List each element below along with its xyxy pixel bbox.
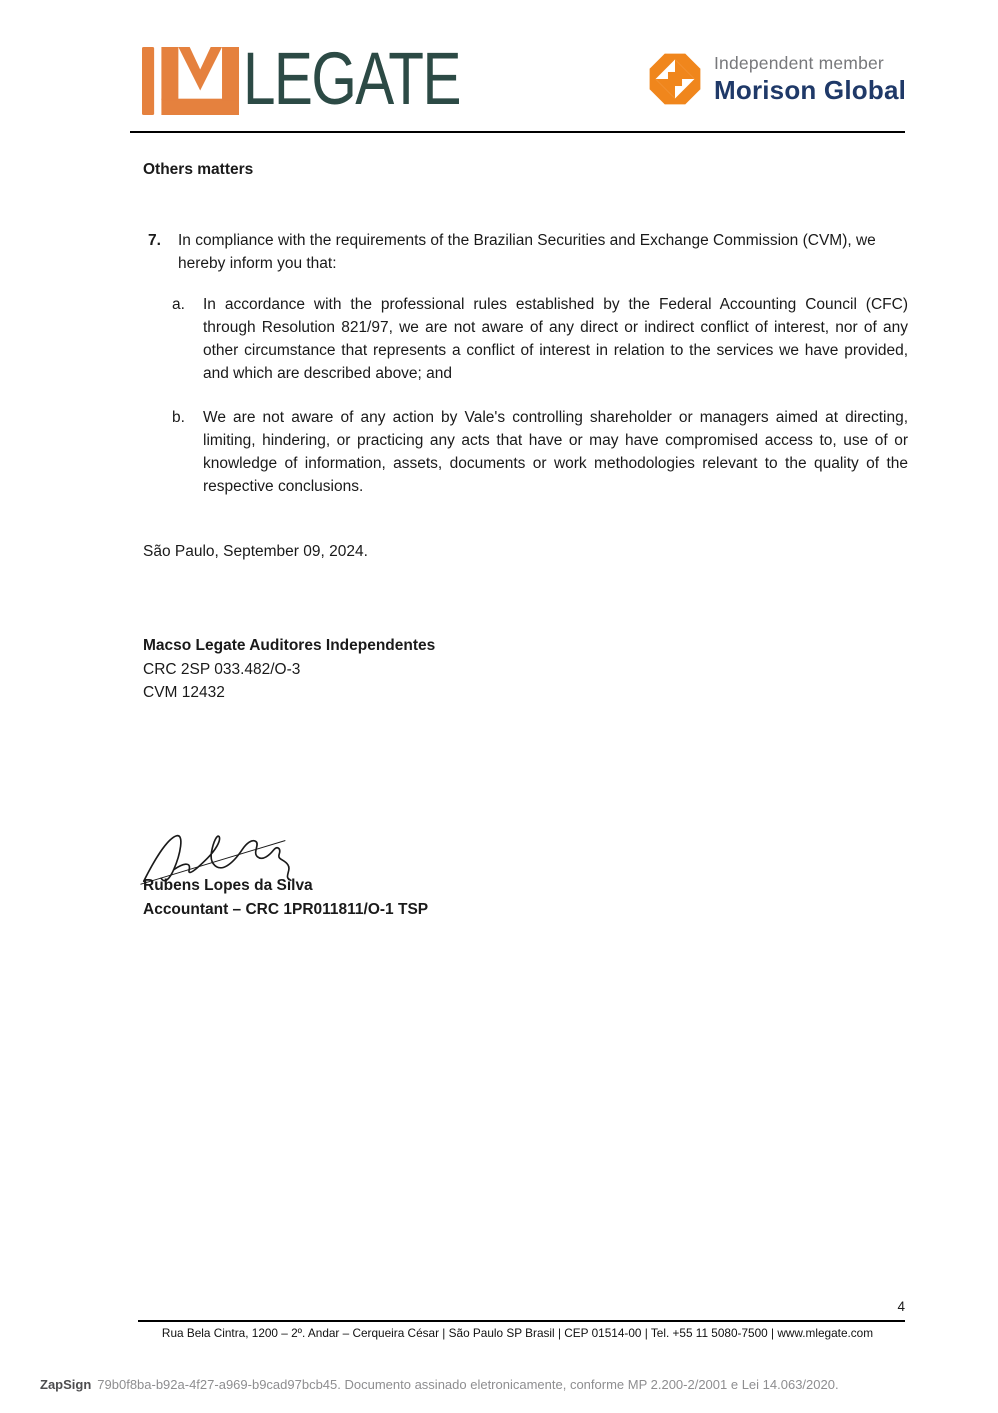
zapsign-stamp	[40, 1377, 839, 1392]
firm-cvm: CVM 12432	[143, 684, 225, 701]
zapsign-text: 79b0f8ba-b92a-4f27-a969-b9cad97bcb45. Documento assinado eletronicamente, conforme MP 2.200-2/2001 e Lei 14.063/2020.	[97, 1377, 839, 1392]
list-item-b-text: We are not aware of any action by Vale's controlling shareholder or managers aimed at directing, limiting, hindering, or practicing any acts that have or may have compromised access to, use of or knowledge of information, assets, documents or work methodologies relevant to the quality of the respective conclusions.	[203, 409, 908, 495]
signer-name: Rubens Lopes da Silva	[143, 877, 313, 894]
signer-title: Accountant – CRC 1PR011811/O-1 TSP	[143, 901, 429, 918]
zapsign-brand: ZapSign	[40, 1377, 92, 1392]
morison-global-icon	[648, 52, 702, 106]
morison-member-label: Independent member	[714, 52, 884, 73]
date-line: São Paulo, September 09, 2024.	[143, 543, 368, 560]
list-item-b	[172, 406, 908, 498]
page-number: 4	[897, 1299, 905, 1314]
firm-block	[143, 634, 435, 705]
header-divider	[130, 131, 905, 133]
firm-crc: CRC 2SP 033.482/O-3	[143, 660, 301, 678]
list-item-7-marker: 7.	[148, 232, 161, 249]
section-title: Others matters	[143, 161, 254, 178]
list-item-a-text: In accordance with the professional rules established by the Federal Accounting Council (CFC) through Resolution 821/97, we are not aware of any direct or indirect conflict of interest, nor of any other circumstance that represents a conflict of interest in relation to the services we have provided, and which are described above; and	[203, 296, 908, 382]
list-item-7-text: In compliance with the requirements of the Brazilian Securities and Exchange Commission (CVM), we hereby inform you that:	[178, 232, 876, 272]
footer-divider	[138, 1320, 905, 1322]
firm-name: Macso Legate Auditores Independentes	[143, 637, 436, 654]
list-item-a	[172, 293, 908, 385]
list-item-7	[148, 229, 908, 275]
morison-text-block	[714, 53, 906, 106]
list-item-b-marker: b.	[172, 409, 185, 426]
footer-address: Rua Bela Cintra, 1200 – 2º. Andar – Cerqueira César | São Paulo SP Brasil | CEP 01514-00 | Tel. +55 11 5080-7500 | www.mlegate.com	[161, 1326, 874, 1340]
morison-name: Morison Global	[714, 74, 907, 105]
morison-global-logo	[648, 52, 906, 106]
mlegate-m-icon	[142, 47, 239, 115]
list-item-a-marker: a.	[172, 296, 185, 313]
mlegate-wordmark: LEGATE	[243, 37, 460, 120]
